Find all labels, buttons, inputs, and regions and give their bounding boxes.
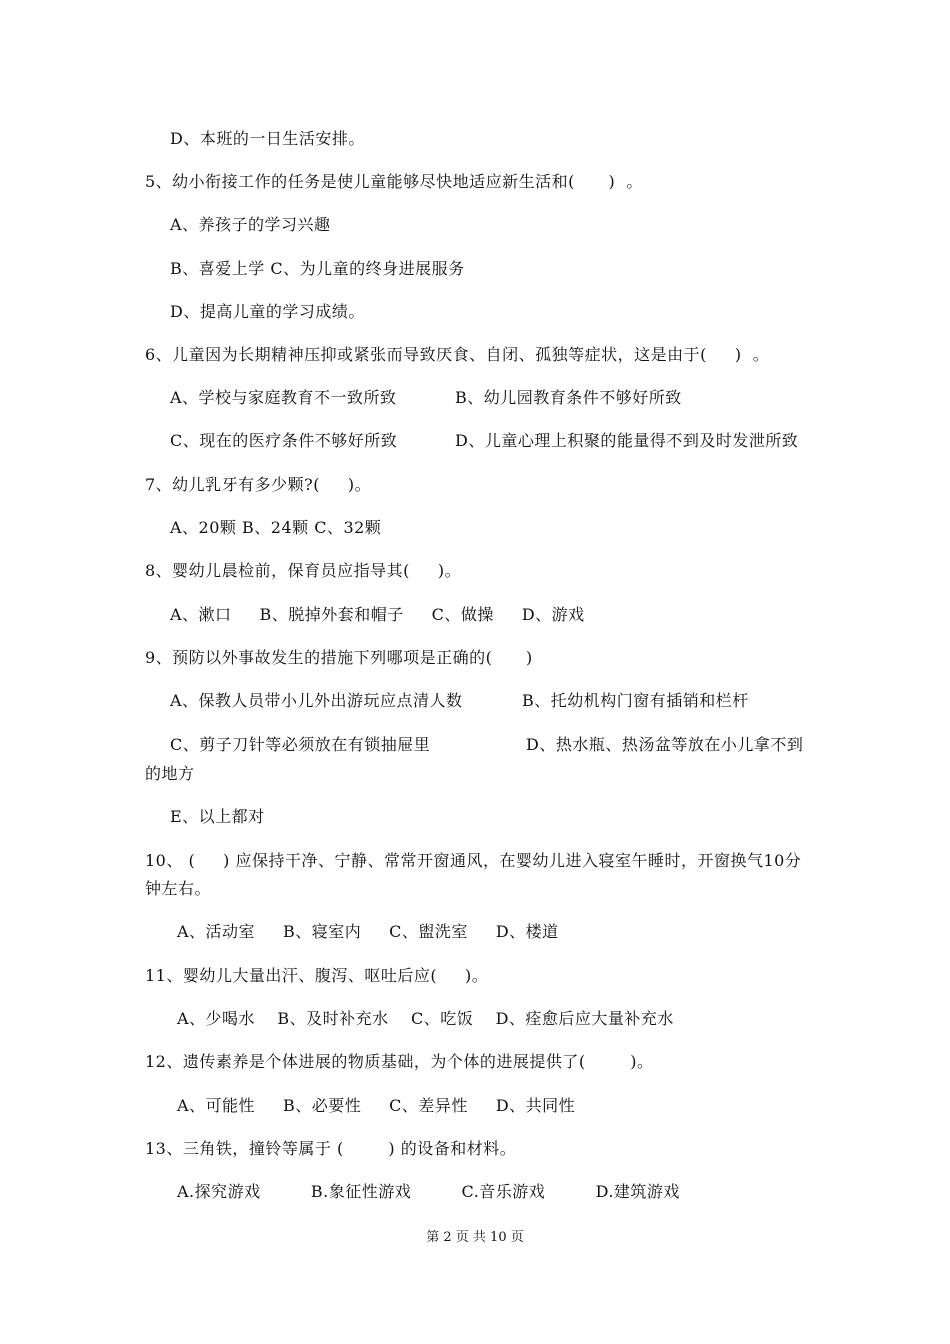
question-13: 13、三角铁，撞铃等属于 ( ) 的设备和材料。 <box>145 1139 517 1158</box>
options-11: A、少喝水 B、及时补充水 C、吃饭 D、痊愈后应大量补充水 <box>177 1009 674 1028</box>
option-5d: D、提高儿童的学习成绩。 <box>170 302 365 321</box>
question-9: 9、预防以外事故发生的措施下列哪项是正确的( ) <box>145 648 533 667</box>
question-10-continued: 钟左右。 <box>145 879 212 898</box>
option-6d: D、儿童心理上积聚的能量得不到及时发泄所致 <box>455 431 799 450</box>
option-9b: B、托幼机构门窗有插销和栏杆 <box>522 691 749 710</box>
option-9c: C、剪子刀针等必须放在有锁抽屉里 <box>170 735 431 754</box>
question-12: 12、遗传素养是个体进展的物质基础，为个体的进展提供了( )。 <box>145 1052 654 1071</box>
question-11: 11、婴幼儿大量出汗、腹泻、呕吐后应( )。 <box>145 966 489 985</box>
options-7: A、20颗 B、24颗 C、32颗 <box>170 518 382 537</box>
option-5a: A、养孩子的学习兴趣 <box>170 215 331 234</box>
options-12: A、可能性 B、必要性 C、差异性 D、共同性 <box>177 1096 576 1115</box>
options-13: A.探究游戏 B.象征性游戏 C.音乐游戏 D.建筑游戏 <box>177 1182 680 1201</box>
option-9d-continued: 的地方 <box>145 764 195 783</box>
question-7: 7、幼儿乳牙有多少颗?( )。 <box>145 475 372 494</box>
page-footer: 第 2 页 共 10 页 <box>426 1230 524 1245</box>
question-8: 8、婴幼儿晨检前，保育员应指导其( )。 <box>145 561 462 580</box>
option-9a: A、保教人员带小儿外出游玩应点清人数 <box>170 691 463 710</box>
options-10: A、活动室 B、寝室内 C、盥洗室 D、楼道 <box>177 922 559 941</box>
option-6b: B、幼儿园教育条件不够好所致 <box>455 388 682 407</box>
option-6c: C、现在的医疗条件不够好所致 <box>170 431 398 450</box>
question-10: 10、 ( ) 应保持干净、宁静、常常开窗通风，在婴幼儿进入寝室午睡时，开窗换气10分 <box>145 851 802 870</box>
option-9e: E、以上都对 <box>170 807 265 826</box>
option-5bc: B、喜爱上学 C、为儿童的终身进展服务 <box>170 259 465 278</box>
question-6: 6、儿童因为长期精神压抑或紧张而导致厌食、自闭、孤独等症状，这是由于( ) 。 <box>145 345 770 364</box>
options-8: A、漱口 B、脱掉外套和帽子 C、做操 D、游戏 <box>170 605 585 624</box>
option-6a: A、学校与家庭教育不一致所致 <box>170 388 397 407</box>
option-9d: D、热水瓶、热汤盆等放在小儿拿不到 <box>526 735 804 754</box>
question-5: 5、幼小衔接工作的任务是使儿童能够尽快地适应新生活和( ) 。 <box>145 172 643 191</box>
option-4d: D、本班的一日生活安排。 <box>170 129 365 148</box>
